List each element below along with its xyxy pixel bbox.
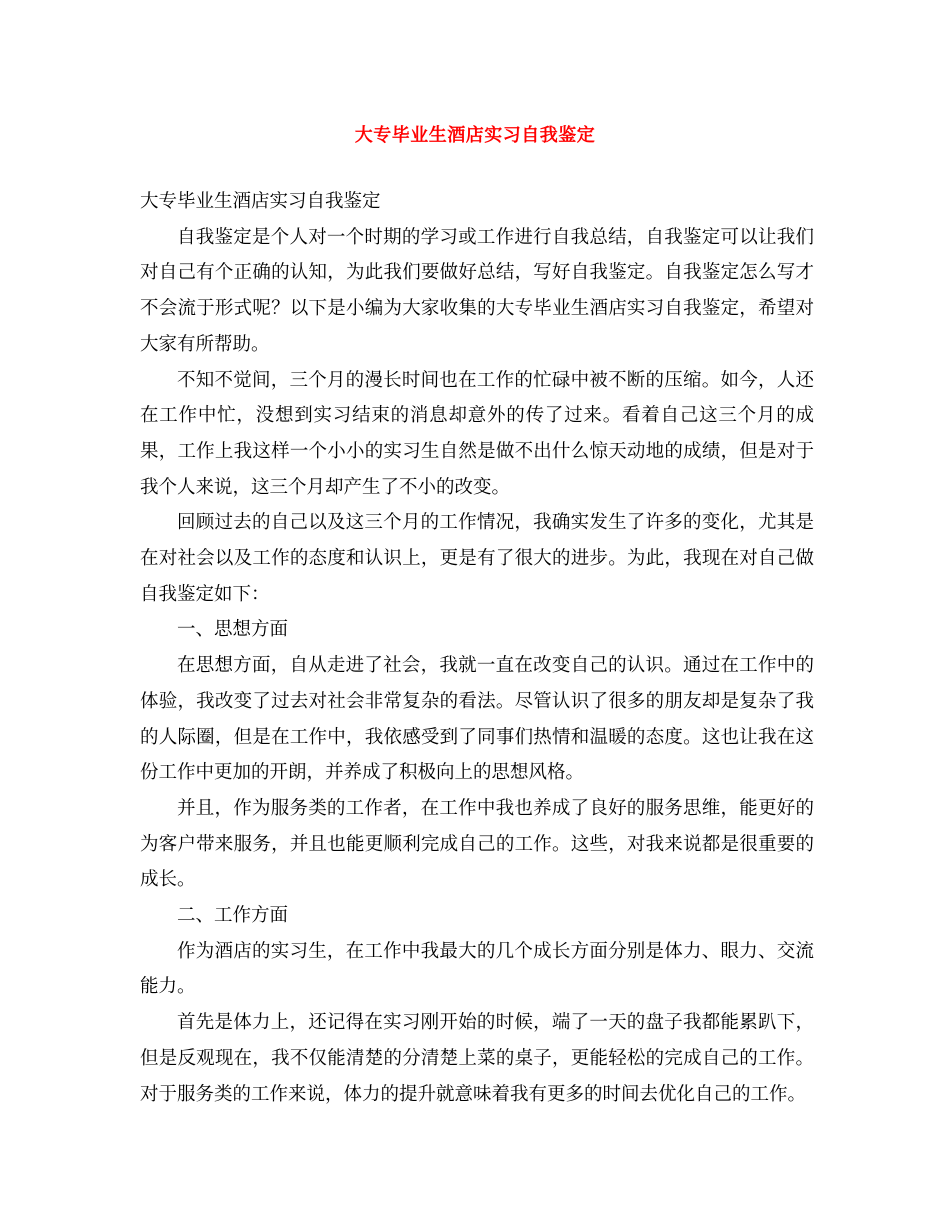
document-body [140,184,814,1112]
body-paragraph: 不知不觉间，三个月的漫长时间也在工作的忙碌中被不断的压缩。如今，人还在工作中忙，没想到实习结束的消息却意外的传了过来。看着自己这三个月的成果，工作上我这样一个小小的实习生自然是做不出什么惊天动地的成绩，但是对于我个人来说，这三个月却产生了不小的改变。 [140,369,814,498]
section-heading-work: 二、工作方面 [177,905,289,927]
body-paragraph: 回顾过去的自己以及这三个月的工作情况，我确实发生了许多的变化，尤其是在对社会以及工作的态度和认识上，更是有了很大的进步。为此，我现在对自己做自我鉴定如下： [140,512,814,605]
intro-paragraph: 自我鉴定是个人对一个时期的学习或工作进行自我总结，自我鉴定可以让我们对自己有个正确的认知，为此我们要做好总结，写好自我鉴定。自我鉴定怎么写才不会流于形式呢？以下是小编为大家收集的大专毕业生酒店实习自我鉴定，希望对大家有所帮助。 [140,226,814,355]
body-paragraph: 首先是体力上，还记得在实习刚开始的时候，端了一天的盘子我都能累趴下，但是反观现在，我不仅能清楚的分清楚上菜的桌子，更能轻松的完成自己的工作。对于服务类的工作来说，体力的提升就意味着我有更多的时间去优化自己的工作。 [140,1012,814,1105]
section-heading-thought: 一、思想方面 [177,619,289,641]
body-paragraph: 并且，作为服务类的工作者，在工作中我也养成了良好的服务思维，能更好的为客户带来服务，并且也能更顺利完成自己的工作。这些，对我来说都是很重要的成长。 [140,797,814,891]
subtitle-paragraph: 大专毕业生酒店实习自我鉴定 [140,191,381,212]
document-title: 大专毕业生酒店实习自我鉴定 [354,125,596,146]
body-paragraph: 在思想方面，自从走进了社会，我就一直在改变自己的认识。通过在工作中的体验，我改变了过去对社会非常复杂的看法。尽管认识了很多的朋友却是复杂了我的人际圈，但是在工作中，我依感受到了同事们热情和温暖的态度。这也让我在这份工作中更加的开朗，并养成了积极向上的思想风格。 [140,655,814,784]
body-paragraph: 作为酒店的实习生，在工作中我最大的几个成长方面分别是体力、眼力、交流能力。 [140,940,814,998]
